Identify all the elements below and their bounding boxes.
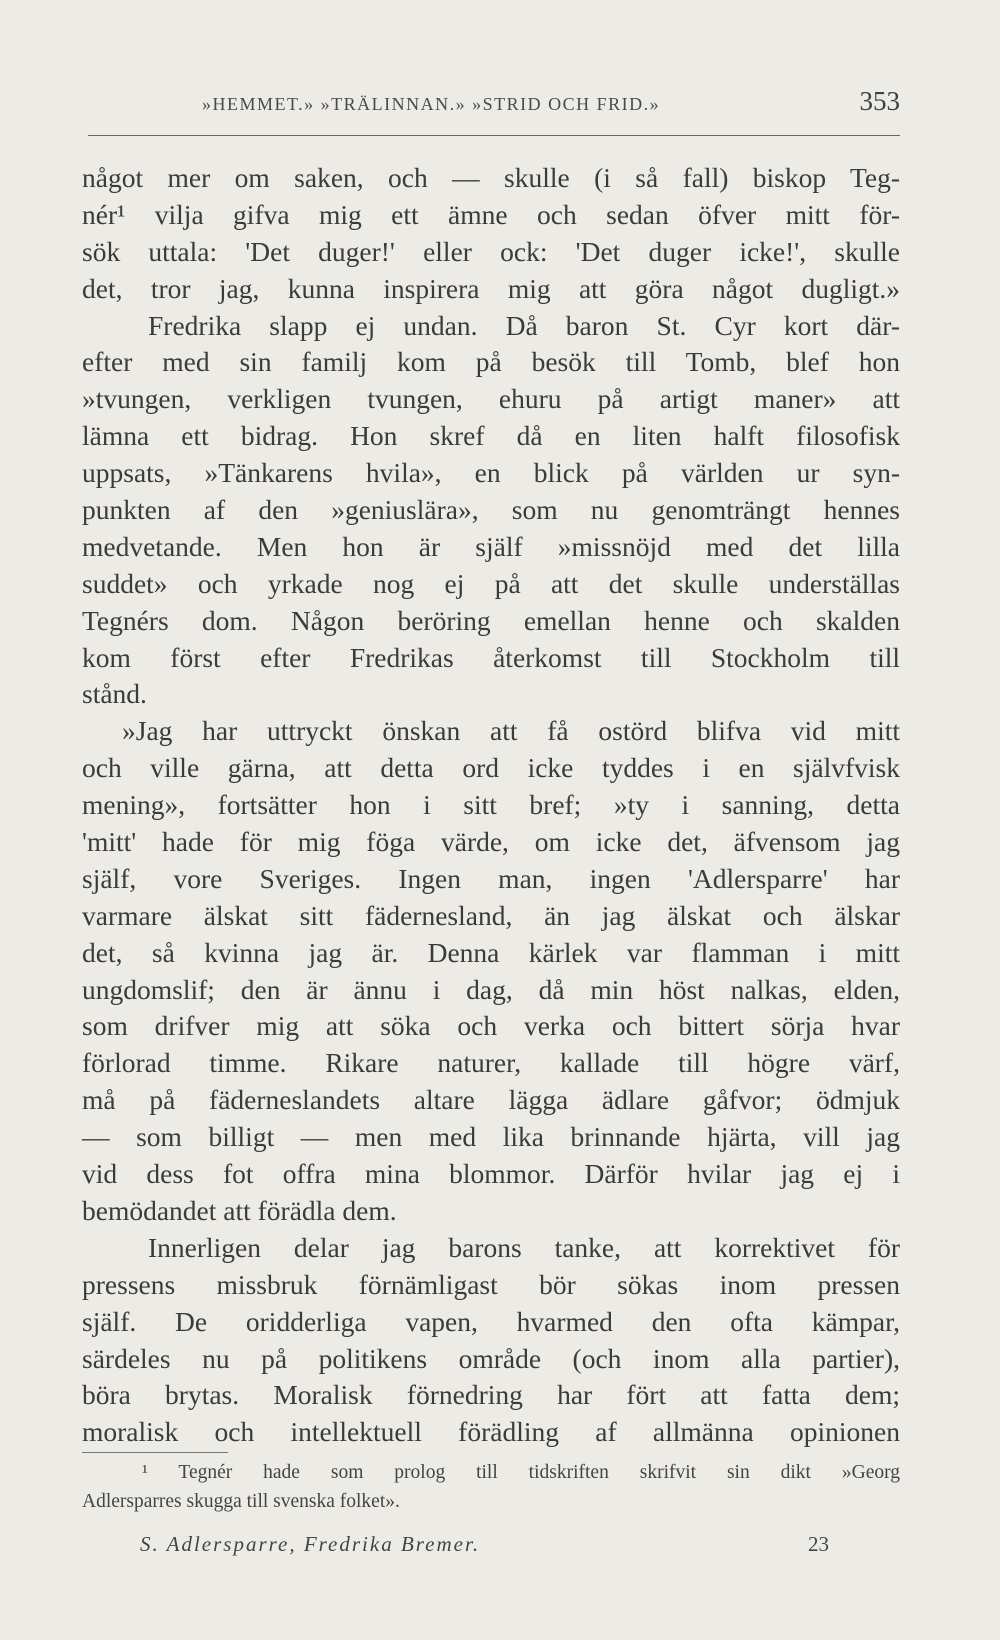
text-line: själf, vore Sveriges. Ingen man, ingen 'Adlersparre' har (82, 862, 900, 894)
text-line: lämna ett bidrag. Hon skref då en liten halft filosofisk (82, 420, 900, 452)
text-line: bemödandet att förädla dem. (82, 1194, 397, 1226)
text-line: böra brytas. Moralisk förnedring har fört att fatta dem; (82, 1379, 900, 1411)
running-title: »HEMMET.» »TRÄLINNAN.» »STRID OCH FRID.» (202, 94, 661, 114)
text-line: suddet» och yrkade nog ej på att det skulle underställas (82, 567, 900, 599)
signature-number: 23 (808, 1532, 829, 1556)
text-line: nér¹ vilja gifva mig ett ämne och sedan öfver mitt för- (82, 198, 900, 230)
body-text (82, 160, 900, 1451)
text-line: — som billigt — men med lika brinnande hjärta, vill jag (82, 1121, 900, 1153)
running-head (82, 86, 900, 126)
footnote-line: ¹ Tegnér hade som prolog till tidskriften skrifvit sin dikt »Georg (142, 1462, 900, 1483)
text-line: efter med sin familj kom på besök till Tomb, blef hon (82, 346, 900, 378)
text-line: själf. De oridderliga vapen, hvarmed den ofta kämpar, (82, 1305, 900, 1337)
signature-mark: S. Adlersparre, Fredrika Bremer. (140, 1532, 481, 1556)
text-line: ungdomslif; den är ännu i dag, då min höst nalkas, elden, (82, 973, 900, 1005)
text-line: Innerligen delar jag barons tanke, att korrektivet för (148, 1231, 900, 1263)
text-line: som drifver mig att söka och verka och bittert sörja hvar (82, 1010, 900, 1042)
page-number: 353 (859, 86, 900, 116)
text-line: särdeles nu på politikens område (och inom alla partier), (82, 1342, 900, 1374)
text-line: vid dess fot offra mina blommor. Därför hvilar jag ej i (82, 1158, 900, 1190)
text-line: medvetande. Men hon är själf »missnöjd med det lilla (82, 530, 900, 562)
text-line: mening», fortsätter hon i sitt bref; »ty i sanning, detta (82, 789, 900, 821)
text-line: uppsats, »Tänkarens hvila», en blick på världen ur syn- (82, 457, 900, 489)
text-line: »tvungen, verkligen tvungen, ehuru på artigt maner» att (82, 383, 900, 415)
footnote-rule (82, 1452, 228, 1453)
text-line: stånd. (82, 678, 147, 710)
text-line: »Jag har uttryckt önskan att få ostörd blifva vid mitt (122, 715, 900, 747)
text-line: sök uttala: 'Det duger!' eller ock: 'Det duger icke!', skulle (82, 235, 900, 267)
text-line: varmare älskat sitt fädernesland, än jag älskat och älskar (82, 899, 900, 931)
text-line: moralisk och intellektuell förädling af allmänna opinionen (82, 1416, 900, 1448)
text-line: må på fäderneslandets altare lägga ädlare gåfvor; ödmjuk (82, 1084, 900, 1116)
text-line: och ville gärna, att detta ord icke tyddes i en självfvisk (82, 752, 900, 784)
text-line: något mer om saken, och — skulle (i så fall) biskop Teg- (82, 162, 900, 193)
footnote-line: Adlersparres skugga till svenska folket». (82, 1491, 400, 1512)
text-line: kom först efter Fredrikas återkomst till Stockholm till (82, 641, 900, 673)
text-line: 'mitt' hade för mig föga värde, om icke det, äfvensom jag (82, 826, 900, 858)
text-line: punkten af den »geniuslära», som nu genomträngt hennes (82, 494, 900, 526)
footnote (82, 1458, 900, 1516)
text-line: Fredrika slapp ej undan. Då baron St. Cyr kort där- (148, 309, 900, 341)
text-line: förlorad timme. Rikare naturer, kallade till högre värf, (82, 1047, 900, 1079)
text-line: pressens missbruk förnämligast bör sökas inom pressen (82, 1268, 900, 1300)
text-line: Tegnérs dom. Någon beröring emellan henne och skalden (82, 604, 900, 636)
text-line: det, tror jag, kunna inspirera mig att göra något dugligt.» (82, 272, 900, 304)
header-rule (88, 135, 900, 136)
text-line: det, så kvinna jag är. Denna kärlek var flamman i mitt (82, 936, 900, 968)
